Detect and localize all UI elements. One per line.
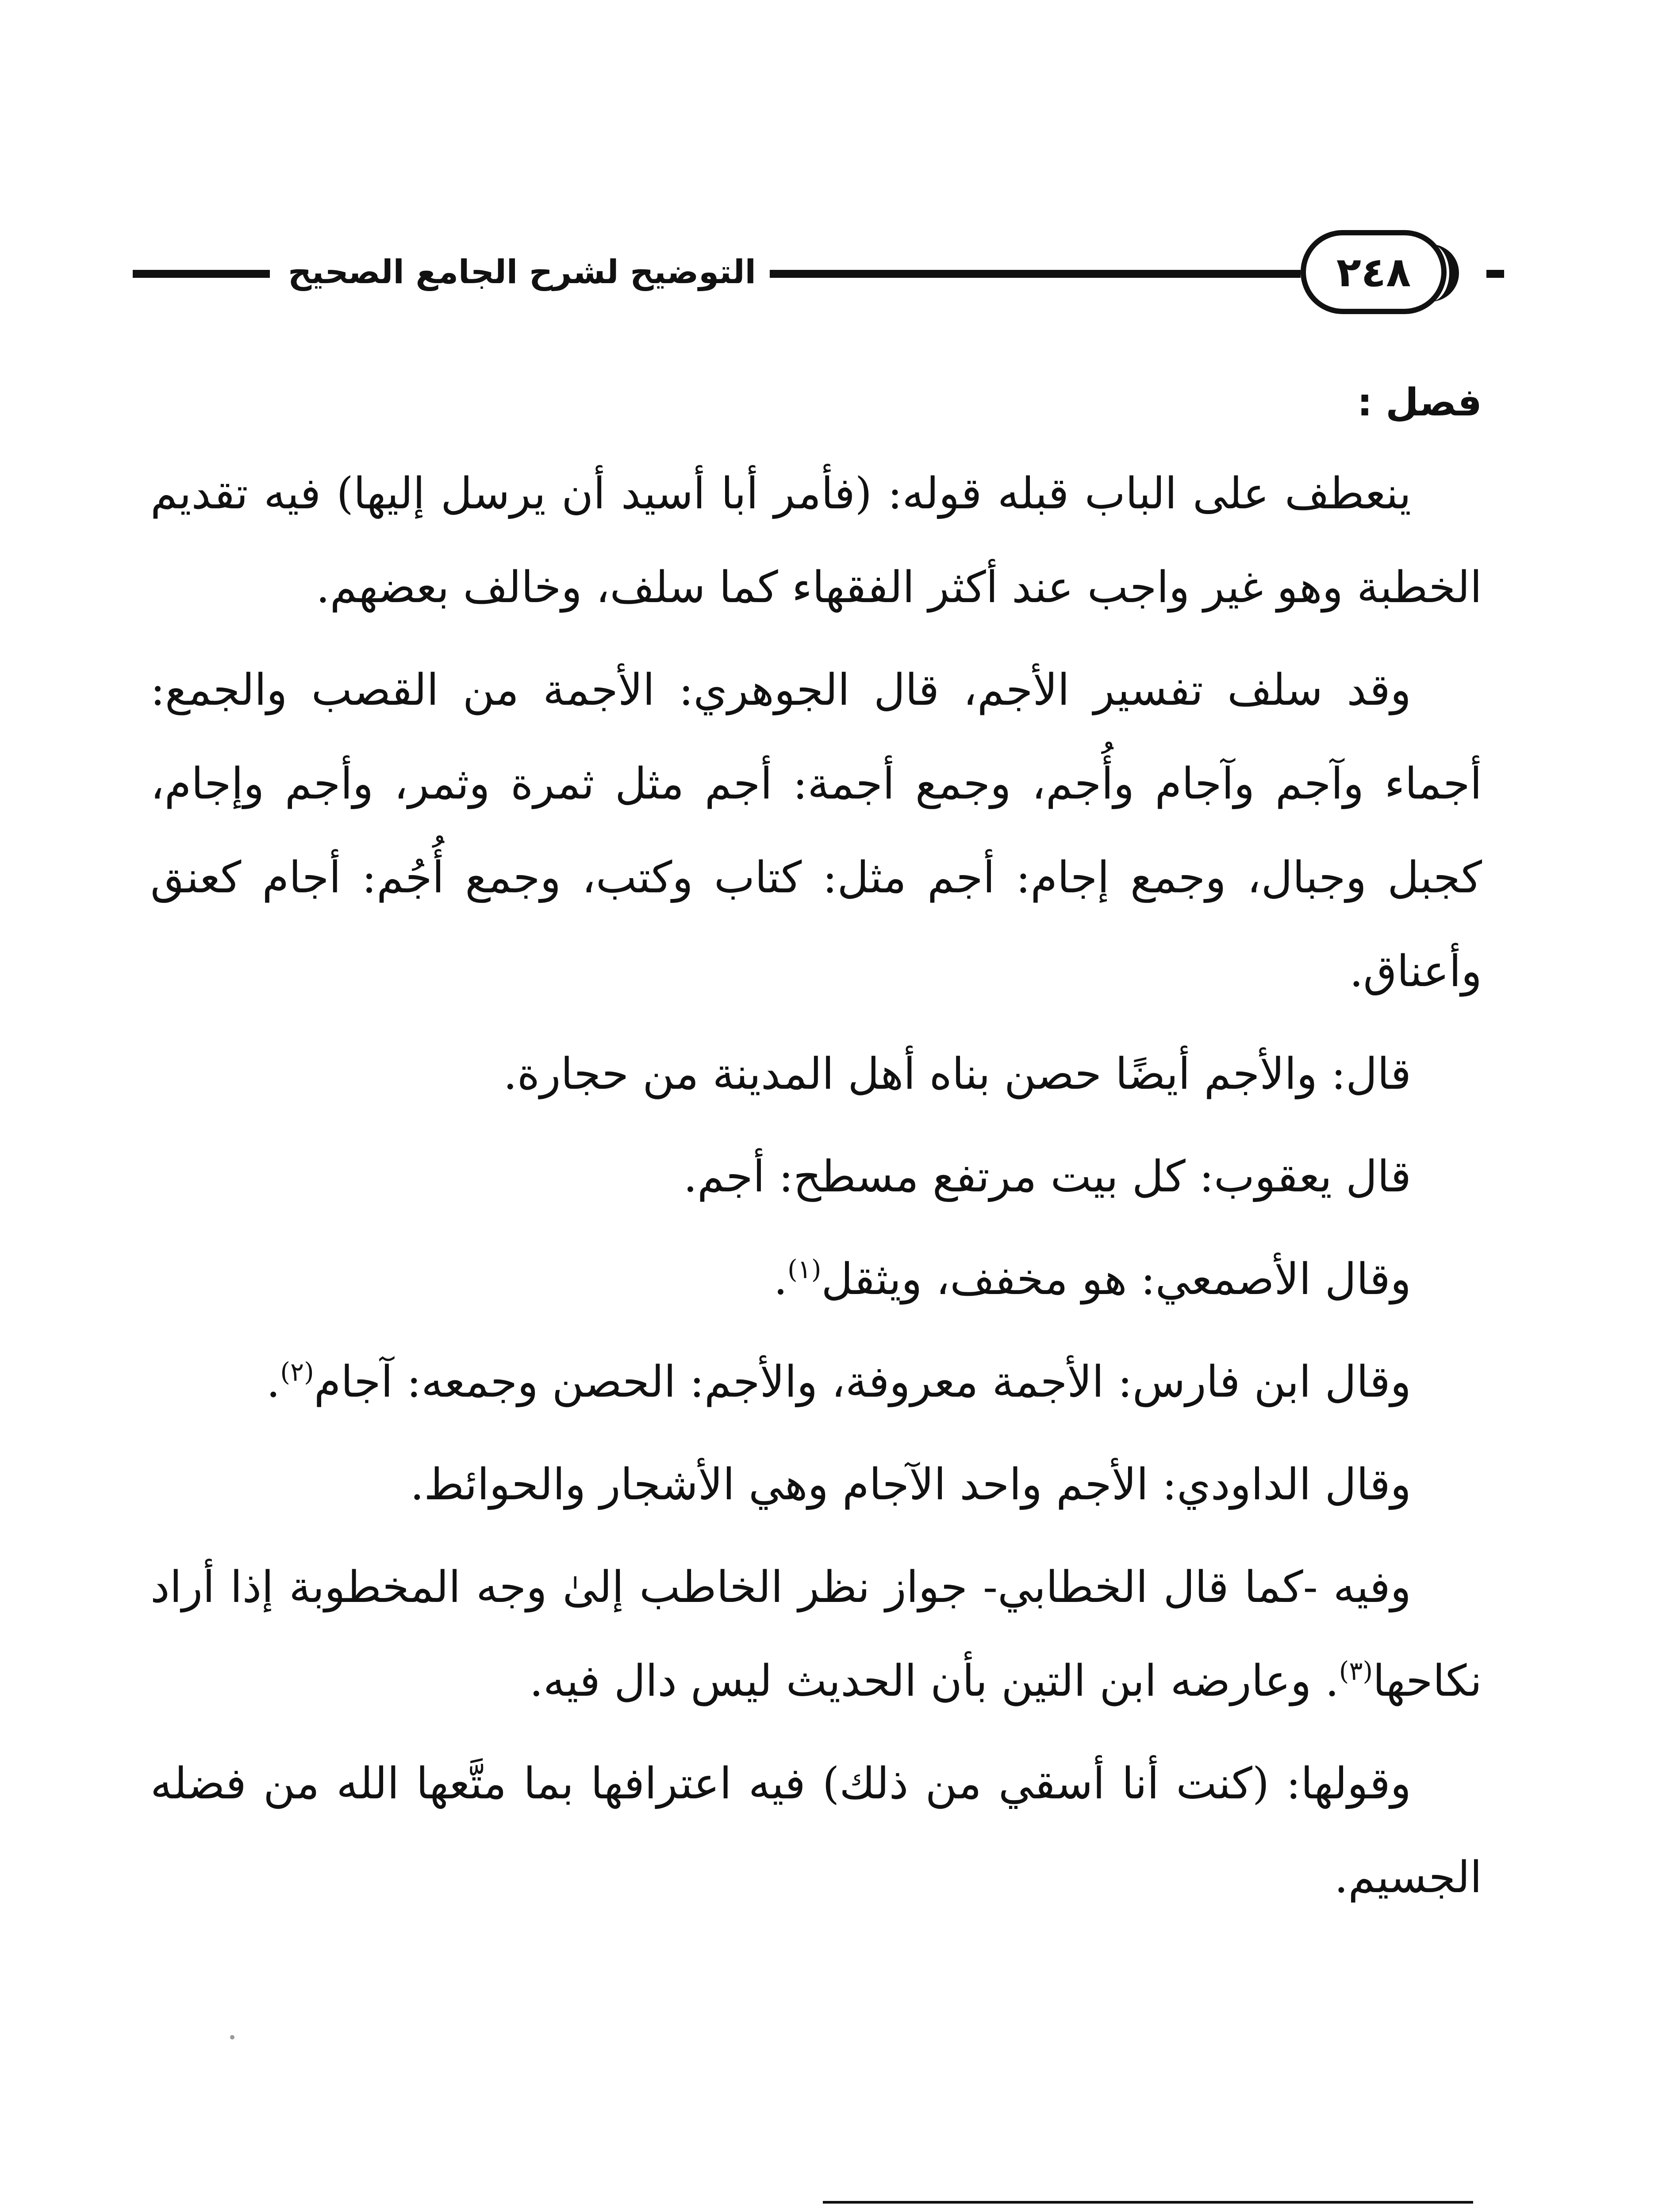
paragraph-8-period: . <box>1325 1656 1339 1706</box>
paragraph-3: قال: والأجم أيضًا حصن بناه أهل المدينة من حجارة. <box>503 1049 1411 1099</box>
paragraph-6-text: وقال ابن فارس: الأجمة معروفة، والأجم: الحصن وجمعه: آجام <box>314 1357 1411 1407</box>
running-title: التوضيح لشرح الجامع الصحيح <box>288 253 756 291</box>
page-header <box>133 230 1486 327</box>
footnote-ref-3: (٣) <box>1339 1656 1373 1686</box>
footnote-ref-2: (٢) <box>280 1357 314 1387</box>
header-rule-right <box>1486 270 1504 278</box>
paragraph-4: قال يعقوب: كل بيت مرتفع مسطح: أجم. <box>683 1152 1411 1202</box>
header-rule-middle <box>770 270 1301 278</box>
paragraph-6-period: . <box>266 1357 280 1407</box>
paragraph-7: وقال الداودي: الأجم واحد الآجام وهي الأشجار والحوائط. <box>410 1459 1411 1510</box>
scan-speck <box>230 2035 234 2039</box>
paragraph-2: وقد سلف تفسير الأجم، قال الجوهري: الأجمة من القصب والجمع: أجماء وآجم وآجام وأُجم، وجمع أجمة: أجم مثل ثمرة وثمر، وأجم وإجام، كجبل وجبال، وجمع إجام: أجم مثل: كتاب وكتب، وجمع أُجُم: أجام كعنق وأعناق. <box>150 665 1482 997</box>
page-number-frame <box>1301 230 1447 314</box>
paragraph-5 <box>150 1233 1482 1326</box>
footnote-ref-1: (١) <box>787 1254 822 1284</box>
paragraph-8-text: وفيه -كما قال الخطابي- جواز نظر الخاطب إلىٰ وجه المخطوبة إذا أراد نكاحها <box>150 1562 1482 1706</box>
paragraph-9: وقولها: (كنت أنا أسقي من ذلك) فيه اعترافها بما متَّعها الله من فضله الجسيم. <box>150 1759 1482 1903</box>
paragraph-5-text: وقال الأصمعي: هو مخفف، ويثقل <box>821 1254 1411 1305</box>
paragraph-8-continuation: وعارضه ابن التين بأن الحديث ليس دال فيه. <box>529 1656 1312 1706</box>
body-text <box>150 358 1482 1933</box>
footnote-separator <box>823 2201 1473 2204</box>
paragraph-6 <box>150 1335 1482 1429</box>
page-number: ٢٤٨ <box>1336 248 1411 296</box>
paragraph-5-period: . <box>773 1254 788 1305</box>
header-rule-left <box>133 270 270 278</box>
section-heading: فصل : <box>1357 380 1482 425</box>
paragraph-1: ينعطف على الباب قبله قوله: (فأمر أبا أسيد أن يرسل إليها) فيه تقديم الخطبة وهو غير واجب عند أكثر الفقهاء كما سلف، وخالف بعضهم. <box>150 469 1482 613</box>
paragraph-8 <box>150 1540 1482 1728</box>
